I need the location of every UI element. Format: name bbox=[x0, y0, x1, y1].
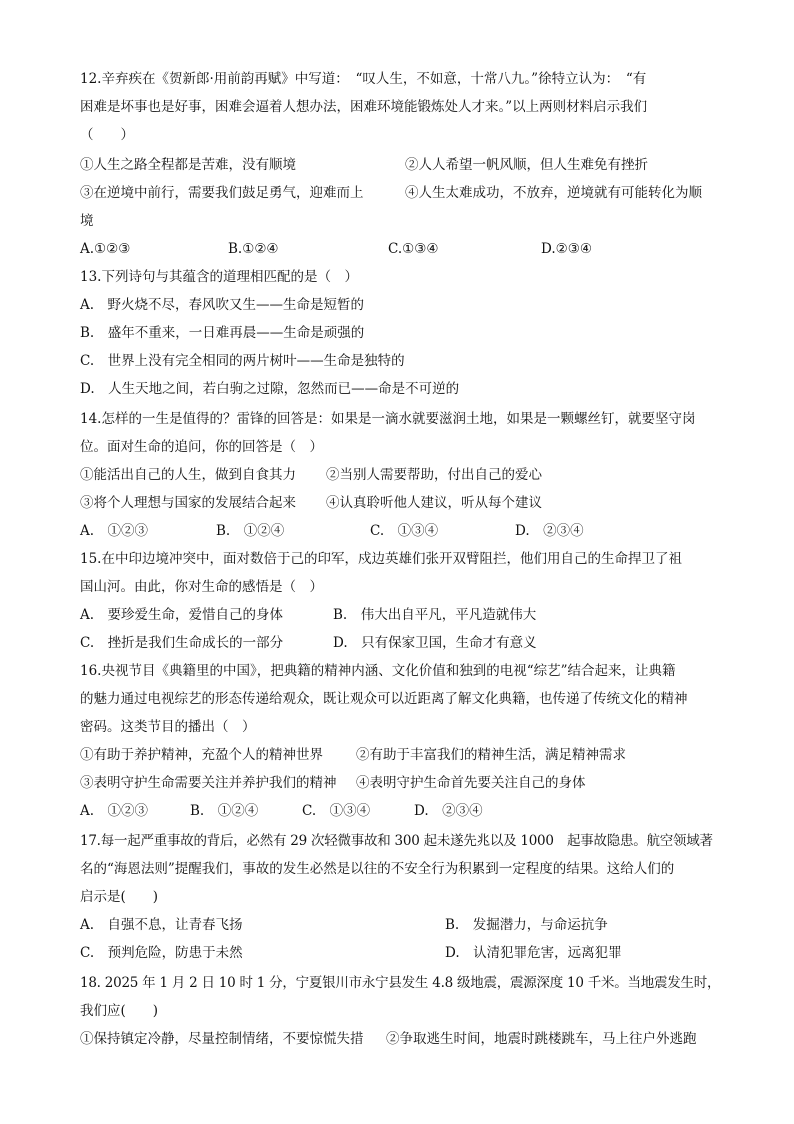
q12-option-a: A.①②③ bbox=[80, 241, 131, 257]
q12-statement-4-cont: 境 bbox=[80, 213, 94, 229]
q15-option-c: C. 挫折是我们生命成长的一部分 bbox=[80, 635, 284, 651]
q13-option-b: B. 盛年不重来，一日难再晨——生命是顽强的 bbox=[80, 325, 365, 341]
q14-option-c: C. ①③④ bbox=[370, 523, 439, 539]
q15-option-b: B. 伟大出自平凡，平凡造就伟大 bbox=[333, 607, 537, 623]
q13-stem: 13.下列诗句与其蕴含的道理相匹配的是（ ） bbox=[80, 269, 358, 285]
q15-option-a: A. 要珍爱生命，爱惜自己的身体 bbox=[80, 607, 284, 623]
q12-option-d: D.②③④ bbox=[541, 241, 592, 257]
q16-option-a: A. ①②③ bbox=[80, 803, 149, 819]
q14-option-b: B. ①②④ bbox=[216, 523, 285, 539]
q16-statement-2: ②有助于丰富我们的精神生活，满足精神需求 bbox=[356, 747, 626, 763]
q12-statement-3: ③在逆境中前行，需要我们鼓足勇气，迎难而上 bbox=[80, 185, 364, 201]
q18-statement-2: ②争取逃生时间，地震时跳楼跳车，马上往户外逃跑 bbox=[386, 1031, 697, 1047]
q16-stem-line1: 16.央视节目《典籍里的中国》，把典籍的精神内涵、文化价值和独到的电视“综艺”结合起来，让典籍 bbox=[80, 663, 676, 679]
q17-option-c: C. 预判危险，防患于未然 bbox=[80, 945, 243, 961]
q12-statement-1: ①人生之路全程都是苦难，没有顺境 bbox=[80, 157, 296, 173]
q12-statement-4: ④人生太难成功，不放弃，逆境就有可能转化为顺 bbox=[405, 185, 702, 201]
q12-stem-line2: 困难是坏事也是好事，困难会逼着人想办法，困难环境能锻炼处人才来。”以上两则材料启示我们 bbox=[80, 99, 648, 115]
q16-stem-line2: 的魅力通过电视综艺的形态传递给观众，既让观众可以近距离了解文化典籍，也传递了传统文化的精神 bbox=[80, 691, 688, 707]
q18-stem-line1: 18. 2025 年 1 月 2 日 10 时 1 分，宁夏银川市永宁县发生 4.8 级地震，震源深度 10 千米。当地震发生时， bbox=[80, 975, 721, 991]
q18-stem-line2: 我们应( ) bbox=[80, 1003, 159, 1019]
q14-stem-line2: 位。面对生命的追问，你的回答是（ ） bbox=[80, 439, 323, 455]
q17-stem-line1: 17.每一起严重事故的背后，必然有 29 次轻微事故和 300 起未遂先兆以及 1000 起事故隐患。航空领域著 bbox=[80, 833, 713, 849]
q15-stem-line2: 国山河。由此，你对生命的感悟是（ ） bbox=[80, 579, 323, 595]
q17-option-d: D. 认清犯罪危害，远离犯罪 bbox=[445, 945, 622, 961]
q16-option-c: C. ①③④ bbox=[302, 803, 371, 819]
q14-stem-line1: 14.怎样的一生是值得的？雷锋的回答是：如果是一滴水就要滋润土地，如果是一颗螺丝钉，就要坚守岗 bbox=[80, 411, 696, 427]
q16-statement-4: ④表明守护生命首先要关注自己的身体 bbox=[356, 775, 586, 791]
q16-option-d: D. ②③④ bbox=[414, 803, 483, 819]
q14-statement-2: ②当别人需要帮助，付出自己的爱心 bbox=[326, 467, 542, 483]
q16-statement-1: ①有助于养护精神，充盈个人的精神世界 bbox=[80, 747, 323, 763]
q13-option-d: D. 人生天地之间，若白驹之过隙，忽然而已——命是不可逆的 bbox=[80, 381, 460, 397]
q17-option-a: A. 自强不息，让青春飞扬 bbox=[80, 917, 243, 933]
q18-statement-1: ①保持镇定冷静，尽量控制情绪，不要惊慌失措 bbox=[80, 1031, 364, 1047]
q16-stem-line3: 密码。这类节目的播出（ ） bbox=[80, 719, 256, 735]
q12-option-c: C.①③④ bbox=[388, 241, 439, 257]
q14-option-d: D. ②③④ bbox=[515, 523, 584, 539]
q13-option-c: C. 世界上没有完全相同的两片树叶——生命是独特的 bbox=[80, 353, 405, 369]
q14-statement-4: ④认真聆听他人建议，听从每个建议 bbox=[326, 495, 542, 511]
q12-option-b: B.①②④ bbox=[228, 241, 279, 257]
q13-option-a: A. 野火烧不尽，春风吹又生——生命是短暂的 bbox=[80, 297, 365, 313]
q17-option-b: B. 发掘潜力，与命运抗争 bbox=[445, 917, 608, 933]
q16-statement-3: ③表明守护生命需要关注并养护我们的精神 bbox=[80, 775, 337, 791]
q17-stem-line2: 名的“海恩法则”提醒我们，事故的发生必然是以往的不安全行为积累到一定程度的结果。这给人们的 bbox=[80, 861, 675, 877]
q14-option-a: A. ①②③ bbox=[80, 523, 149, 539]
q15-stem-line1: 15.在中印边境冲突中，面对数倍于己的印军，戍边英雄们张开双臂阻拦，他们用自己的生命捍卫了祖 bbox=[80, 551, 682, 567]
q12-answer-paren: （ ） bbox=[80, 127, 134, 143]
q14-statement-3: ③将个人理想与国家的发展结合起来 bbox=[80, 495, 296, 511]
q15-option-d: D. 只有保家卫国，生命才有意义 bbox=[333, 635, 537, 651]
q16-option-b: B. ①②④ bbox=[190, 803, 259, 819]
q12-stem-line1: 12.辛弃疾在《贺新郎·用前韵再赋》中写道： “叹人生，不如意，十常八九。”徐特立认为： “有 bbox=[80, 71, 647, 87]
q14-statement-1: ①能活出自己的人生，做到自食其力 bbox=[80, 467, 296, 483]
q12-statement-2: ②人人希望一帆风顺，但人生难免有挫折 bbox=[405, 157, 648, 173]
q17-stem-line3: 启示是( ) bbox=[80, 889, 159, 905]
